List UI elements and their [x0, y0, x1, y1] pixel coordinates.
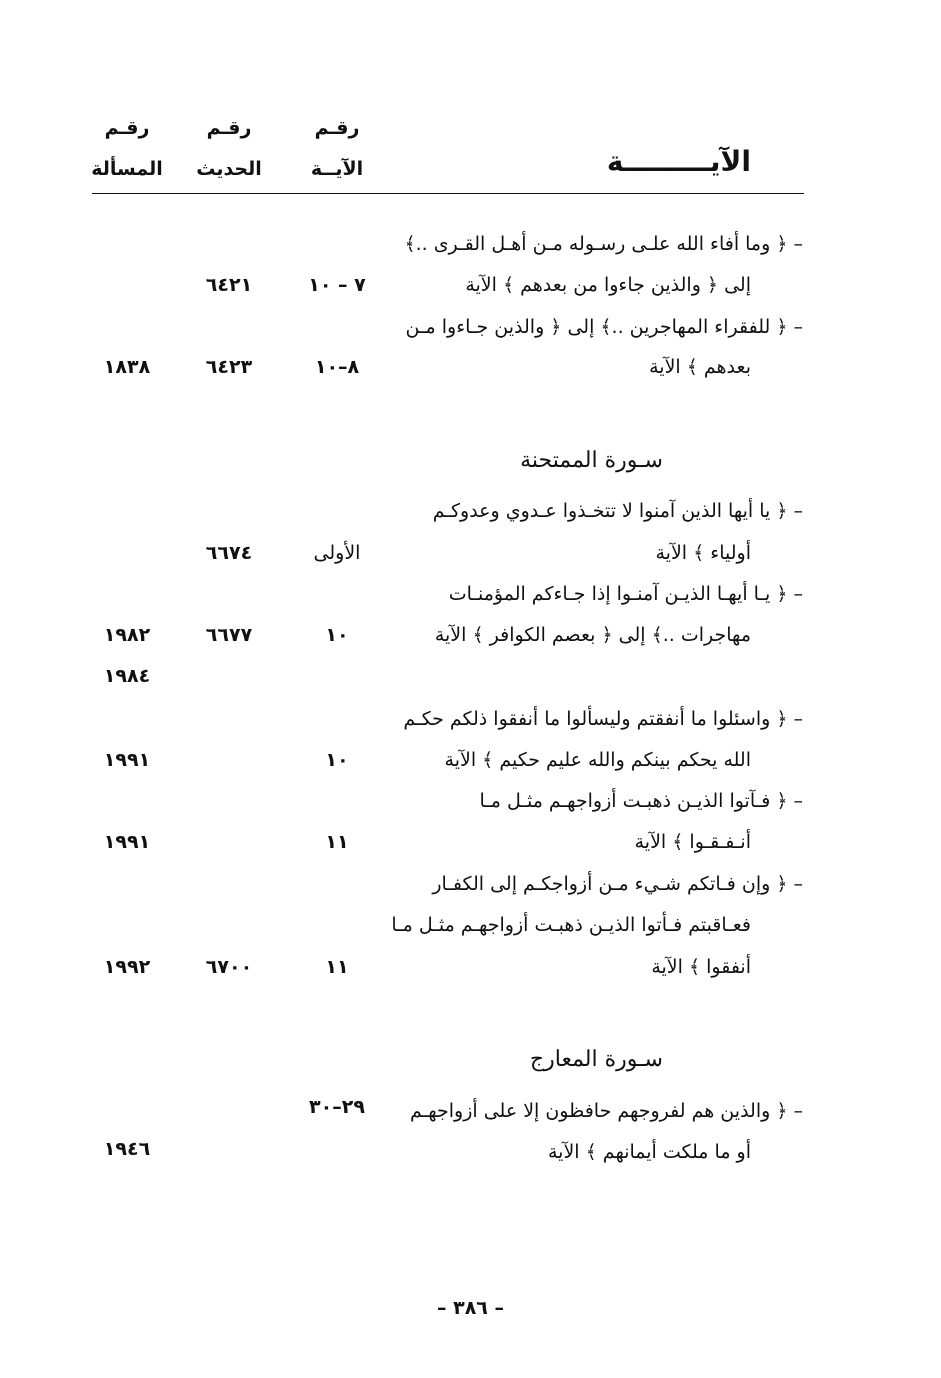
aya-number: ١٠	[325, 624, 349, 646]
verse-line: إلى ﴿ والذين جاءوا من بعدهم ﴾ الآية	[465, 274, 751, 296]
aya-number: ٧ – ١٠	[308, 274, 366, 296]
aya-number: ٨–١٠	[314, 356, 360, 378]
hadith-number: ٦٤٢٣	[205, 356, 253, 378]
verse-line: – ﴿ يا أيها الذين آمنوا لا تتخـذوا عـدوي وعدوكـم	[432, 500, 803, 522]
verse-line: – ﴿ وما أفاء الله علـى رسـوله مـن أهـل القـرى ..﴾	[404, 233, 803, 255]
verse-line: أولياء ﴾ الآية	[655, 542, 751, 564]
masala-num-raqm: رقـم	[104, 117, 150, 139]
verse-line: – ﴿ يـا أيهـا الذيـن آمنـوا إذا جـاءكم المؤمنـات	[448, 583, 803, 605]
hadith-num-raqm: رقـم	[206, 117, 252, 139]
surah-heading: سـورة الممتحنة	[520, 448, 663, 473]
hadith-number: ٦٧٠٠	[205, 956, 253, 978]
masala-number: ١٨٣٨	[103, 356, 151, 378]
masala-number: ١٩٩٢	[103, 956, 151, 978]
verse-line: مهاجرات ..﴾ إلى ﴿ بعصم الكوافر ﴾ الآية	[434, 624, 751, 646]
hadith-number: ٦٦٧٧	[205, 624, 253, 646]
verse-line: – ﴿ فـآتوا الذيـن ذهبـت أزواجهـم مثـل مـا	[479, 790, 803, 812]
verse-line: فعـاقبتم فـأتوا الذيـن ذهبـت أزواجهـم مثـل مـا	[391, 914, 751, 936]
aya-number: ١١	[325, 956, 349, 978]
masala-number: ١٩٩١	[103, 831, 151, 853]
masala-number: ١٩٤٦	[103, 1138, 151, 1160]
aya-number: ١٠	[325, 749, 349, 771]
verse-line: أنـفـقـوا ﴾ الآية	[634, 831, 751, 853]
page-number: – ٣٨٦ –	[436, 1297, 505, 1319]
verse-line: بعدهم ﴾ الآية	[649, 356, 751, 378]
masala-num-label: المسألة	[91, 158, 163, 180]
verse-line: – ﴿ للفقراء المهاجرين ..﴾ إلى ﴿ والذين جـاءوا مـن	[405, 316, 803, 338]
verse-line: أو ما ملكت أيمانهم ﴾ الآية	[548, 1141, 751, 1163]
aya-number: الأولى	[313, 542, 361, 564]
verse-line: – ﴿ واسئلوا ما أنفقتم وليسألوا ما أنفقوا ذلكم حكـم	[403, 708, 803, 730]
aya-number: ١١	[325, 831, 349, 853]
surah-heading: سـورة المعارج	[529, 1047, 663, 1072]
verse-line: الله يحكم بينكم والله عليم حكيم ﴾ الآية	[444, 749, 751, 771]
verse-line: – ﴿ والذين هم لفروجهم حافظون إلا على أزواجهـم	[410, 1100, 803, 1122]
aya-num-raqm: رقـم	[314, 117, 360, 139]
verse-line: أنفقوا ﴾ الآية	[651, 956, 751, 978]
hadith-number: ٦٦٧٤	[205, 542, 253, 564]
aya-number: ٢٩–٣٠	[309, 1096, 365, 1118]
column-title-aya: الآيـــــــــة	[606, 145, 751, 178]
masala-number: ١٩٨٢	[103, 624, 151, 646]
header-rule	[92, 193, 804, 194]
verse-line: – ﴿ وإن فـاتكم شـيء مـن أزواجكـم إلى الكفـار	[432, 873, 803, 895]
masala-number: ١٩٩١	[103, 749, 151, 771]
aya-num-label: الآيــة	[310, 158, 364, 180]
hadith-number: ٦٤٢١	[205, 274, 253, 296]
masala-number: ١٩٨٤	[103, 665, 151, 687]
hadith-num-label: الحديث	[196, 158, 262, 180]
